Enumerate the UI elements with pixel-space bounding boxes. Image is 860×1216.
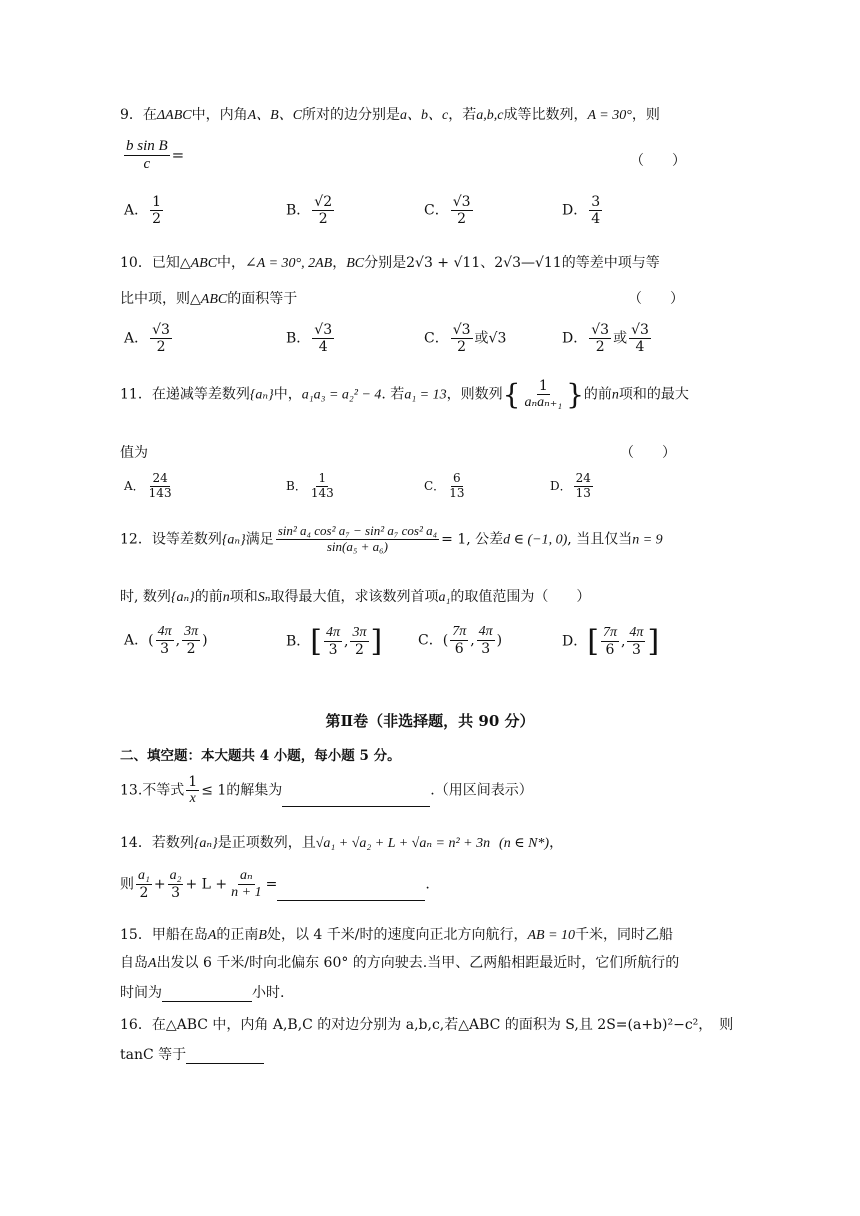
q12-line1: 12．设等差数列{aₙ}满足 $\frac{\text{sin² a₄ cos² a₇ − sin² a₇ cos² a₄}}{\text{sin(a₅ + a₆)}}$ = 1, 公差d ∈ (−1, 0), 当且仅当n = 9 <box>120 523 663 554</box>
q12-option-a[interactable]: A．( $\frac{4\pi}{3}$ , $\frac{3\pi}{2}$ ) <box>124 624 208 658</box>
q9-option-d[interactable]: D． $\frac{3}{4}$ <box>562 194 601 228</box>
q11-option-a[interactable]: A． $\frac{24}{143}$ <box>124 471 172 500</box>
q11-option-d[interactable]: D． $\frac{24}{13}$ <box>550 471 591 500</box>
q9-option-c[interactable]: C． $\frac{√3}{2}$ <box>424 194 471 228</box>
q11-option-c[interactable]: C． $\frac{6}{13}$ <box>424 471 465 500</box>
q12-option-c[interactable]: C．( $\frac{7\pi}{6}$ , $\frac{4\pi}{3}$ ) <box>418 624 503 658</box>
q10-answer-paren: （ ） <box>628 291 684 307</box>
q16-answer-blank[interactable] <box>186 1047 264 1064</box>
q10-option-d[interactable]: D． $\frac{√3}{2}$ 或 $\frac{√3}{4}$ <box>562 322 649 356</box>
q14-answer-blank[interactable] <box>277 884 425 901</box>
q11-answer-paren: （ ） <box>620 445 676 461</box>
q9-expression: $\frac{\text{b sin B}}{c}$ = <box>126 138 185 173</box>
q9-answer-paren: （ ） <box>630 153 686 169</box>
q16-line1: 16．在△ABC 中，内角 A,B,C 的对边分别为 a,b,c,若△ABC 的面积为 S,且 2S=(a+b)²−c²， 则 <box>120 1017 734 1033</box>
q15-line2: 自岛A出发以 6 千米/时向北偏东 60° 的方向驶去.当甲、乙两船相距最近时，它们所航行的 <box>120 955 680 971</box>
q10-option-c[interactable]: C． $\frac{√3}{2}$ 或√3 <box>424 322 507 356</box>
q12-line2: 时, 数列{aₙ}的前n项和Sₙ取得最大值，求该数列首项a₁的取值范围为（ ） <box>120 589 591 605</box>
q15-answer-blank[interactable] <box>162 985 252 1002</box>
q15-line1: 15．甲船在岛A的正南B处，以 4 千米/时的速度向正北方向航行，AB = 10千米，同时乙船 <box>120 927 674 943</box>
q10-option-a[interactable]: A． $\frac{√3}{2}$ <box>124 322 170 356</box>
q15-line3: 时间为 小时. <box>120 985 285 1001</box>
q12-option-d[interactable]: D．[ $\frac{7\pi}{6}$ , $\frac{4\pi}{3}$ ] <box>562 624 660 659</box>
section-title: 二、填空题：本大题共 4 小题，每小题 5 分。 <box>120 748 401 764</box>
q9-option-b[interactable]: B． $\frac{√2}{2}$ <box>286 194 333 228</box>
q12-option-b[interactable]: B．[ $\frac{4\pi}{3}$ , $\frac{3\pi}{2}$ ] <box>286 624 383 659</box>
q14-line2: 则 $\frac{\text{a₁}}{2}$ + $\frac{\text{a₂}}{3}$ + L + $\frac{\text{aₙ}}{n + 1}$ = . <box>120 868 430 902</box>
q10-option-b[interactable]: B． $\frac{√3}{4}$ <box>286 322 333 356</box>
q10-line2: 比中项，则△ABC的面积等于 <box>120 291 298 307</box>
part2-heading: 第Ⅱ卷（非选择题，共 90 分） <box>325 712 535 730</box>
q11-line1: 11．在递减等差数列{aₙ}中，a₁a₃ = a₂² − 4. 若a₁ = 13，则数列{ $\frac{1}{\text{aₙaₙ₊₁}}$ }的前n项和的最大 <box>120 378 689 412</box>
q10-line1: 10．已知△ABC中，∠A = 30°, 2AB，BC分别是2√3 + √11、2√3—√11的等差中项与等 <box>120 255 660 271</box>
q9-option-a[interactable]: A． $\frac{1}{2}$ <box>124 194 162 228</box>
q13-line: 13.不等式 $\frac{1}{x}$ ≤ 1的解集为 .（用区间表示） <box>120 774 533 807</box>
q14-line1: 14．若数列{aₙ}是正项数列，且√a₁ + √a₂ + L + √aₙ = n² + 3n (n ∈ N*)， <box>120 835 564 851</box>
q9-line1: 9．在ΔABC中，内角A、B、C所对的边分别是a、b、c，若a,b,c成等比数列，A = 30°，则 <box>120 107 660 123</box>
q11-option-b[interactable]: B． $\frac{1}{143}$ <box>286 471 334 500</box>
q11-line2: 值为 <box>120 445 148 461</box>
q13-answer-blank[interactable] <box>282 790 430 807</box>
q16-line2: tanC 等于 <box>120 1044 264 1064</box>
